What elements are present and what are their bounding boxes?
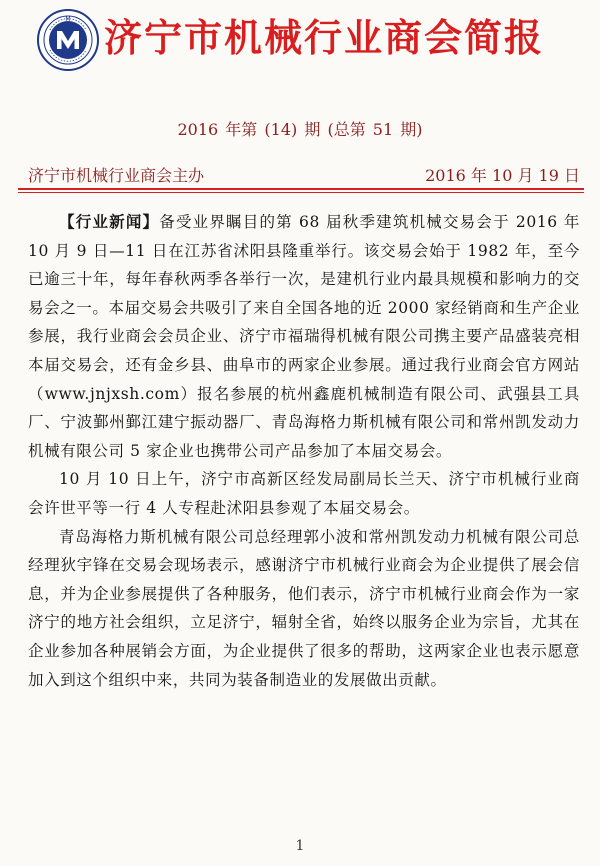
article-body [28,208,580,694]
header-rule-thin [18,192,584,193]
organizer: 济宁市机械行业商会主办 [28,166,205,185]
issue-total-number: 51 [372,120,394,139]
meta-row [28,163,580,187]
issue-number: (14) [264,120,298,139]
publish-date: 2016 年 10 月 19 日 [425,166,580,185]
article-paragraph: 青岛海格力斯机械有限公司总经理郭小波和常州凯发动力机械有限公司总经理狄宇锋在交易会现场表示，感谢济宁市机械行业商会为企业提供了展会信息，并为企业参展提供了各种服务，他们表示，济宁市机械行业商会作为一家济宁的地方社会组织，立足济宁，辐射全省，始终以服务企业为宗旨，尤其在企业参加各种展销会方面，为企业提供了很多的帮助，这两家企业也表示愿意加入到这个组织中来，共同为装备制造业的发展做出贡献。 [28,527,580,689]
page-number: 1 [295,838,305,854]
chamber-logo-icon [36,8,100,72]
issue-total-suffix: 期) [400,120,423,139]
article-paragraph: 10 月 10 日上午，济宁市高新区经发局副局长兰天、济宁市机械行业商会许世平等一行 4 人专程赴沭阳县参观了本届交易会。 [28,470,580,517]
section-tag: 【行业新闻】 [59,212,160,231]
logo-letter: M [65,16,71,23]
issue-period-label: 期 [304,120,321,139]
article-paragraph: 【行业新闻】备受业界瞩目的第 68 届秋季建筑机械交易会于 2016 年 10 月 9 日—11 日在江苏省沭阳县隆重举行。该交易会始于 1982 年，至今已逾三十年，每年春秋两季各举行一次，是建机行业内最具规模和影响力的交易会之一。本届交易会共吸引了来自全国各地的近 2000 家经销商和生产企业参展，我行业商会会员企业、济宁市福瑞得机械有限公司携主要产品盛装亮相本届交易会，还有金乡县、曲阜市的两家企业参展。通过我行业商会官方网站（www.jnjxsh.com）报名参展的杭州鑫鹿机械制造有限公司、武强县工具厂、宁波鄞州鄞江建宁振动器厂、青岛海格力斯机械有限公司和常州凯发动力机械有限公司 5 家企业也携带公司产品参加了本届交易会。 [28,212,581,460]
newsletter-title: 济宁市机械行业商会简报 [104,15,545,60]
issue-line [0,117,600,140]
issue-total-label: (总第 [327,120,366,139]
header-rule-thick [18,188,584,190]
issue-year: 2016 [177,120,219,139]
issue-year-suffix: 年第 [225,120,258,139]
